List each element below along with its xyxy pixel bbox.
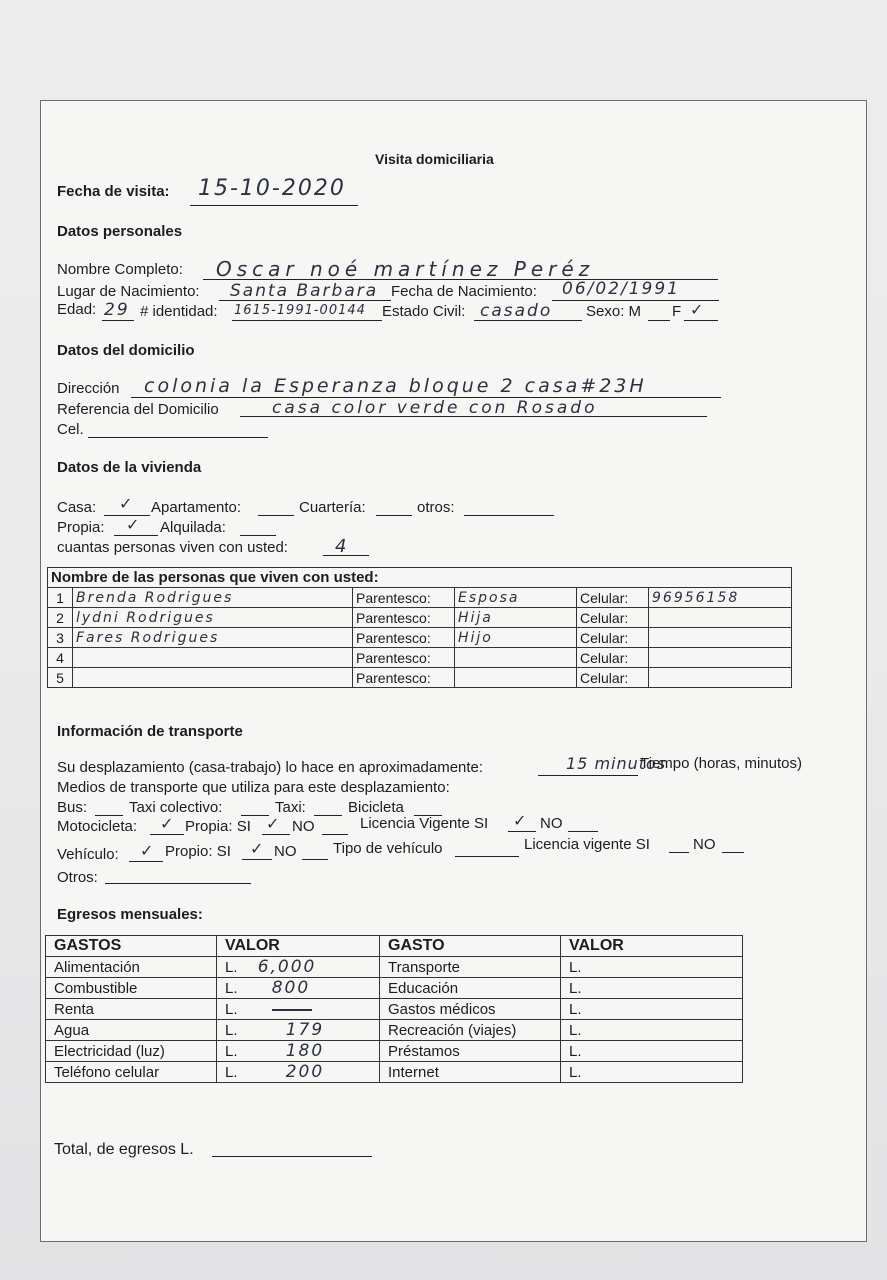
sexo-f-line [684, 320, 718, 321]
estado-label: Estado Civil: [382, 303, 466, 320]
currency: L. [569, 958, 582, 976]
licencia2-no-label: NO [693, 836, 716, 853]
celular-value[interactable] [649, 668, 792, 688]
fecha-nac-label: Fecha de Nacimiento: [391, 283, 537, 300]
egresos-table [45, 935, 743, 1083]
fecha-visita-label: Fecha de visita: [57, 183, 170, 200]
alquilada-label: Alquilada: [160, 519, 226, 536]
apartamento-label: Apartamento: [151, 499, 242, 516]
alquilada-line[interactable] [240, 535, 276, 536]
motocicleta-check-icon[interactable]: ✓ [160, 814, 174, 833]
datos-personales-heading: Datos personales [57, 223, 183, 240]
gasto-value-cell[interactable] [561, 957, 743, 978]
gasto-value-cell[interactable] [217, 1020, 380, 1041]
fecha-visita-line [190, 205, 358, 206]
casa-label: Casa: [57, 499, 97, 516]
lugar-value[interactable]: Santa Barbara [230, 281, 379, 301]
persona-name[interactable] [73, 648, 353, 668]
casa-check-icon[interactable]: ✓ [119, 494, 133, 513]
row-num: 4 [48, 648, 73, 668]
gasto-name: Agua [46, 1020, 217, 1041]
celular-value[interactable] [649, 628, 792, 648]
gasto-value-cell[interactable] [561, 1041, 743, 1062]
desplazamiento-line [538, 775, 638, 776]
parentesco-label: Parentesco: [353, 608, 455, 628]
gasto-name: Renta [46, 999, 217, 1020]
edad-line [102, 320, 134, 321]
total-line[interactable] [212, 1156, 372, 1157]
celular-label: Celular: [577, 628, 649, 648]
egresos-heading: Egresos mensuales: [57, 906, 203, 923]
sexo-f-check-icon[interactable]: ✓ [690, 300, 704, 319]
taxi-colectivo-line[interactable] [241, 815, 269, 816]
table-row [48, 628, 792, 648]
gasto-name: Préstamos [380, 1041, 561, 1062]
otros-transporte-label: Otros: [57, 869, 98, 886]
gasto-value[interactable]: 179 [285, 1020, 325, 1040]
table-row [48, 648, 792, 668]
table-row [48, 608, 792, 628]
cel-label: Cel. [57, 421, 84, 438]
table-row [48, 588, 792, 608]
vehiculo-no-label: NO [274, 843, 297, 860]
transporte-heading: Información de transporte [57, 723, 243, 740]
propia-check-icon[interactable]: ✓ [126, 515, 140, 534]
form-title: Visita domiciliaria [375, 151, 494, 167]
bus-label: Bus: [57, 799, 88, 816]
col-valor: VALOR [217, 936, 380, 957]
nombre-value[interactable]: Oscar noé martínez Peréz [216, 257, 595, 281]
celular-value[interactable]: 96956158 [649, 588, 792, 608]
gasto-value-cell[interactable] [217, 957, 380, 978]
taxi-label: Taxi: [275, 799, 306, 816]
bicicleta-label: Bicicleta [348, 799, 404, 816]
taxi-line[interactable] [314, 815, 342, 816]
licencia2-si-line[interactable] [669, 852, 689, 853]
col-valor-2: VALOR [561, 936, 743, 957]
referencia-value[interactable]: casa color verde con Rosado [272, 398, 598, 418]
currency: L. [569, 979, 582, 997]
celular-label: Celular: [577, 608, 649, 628]
referencia-label: Referencia del Domicilio [57, 401, 219, 418]
gasto-value-cell[interactable] [217, 1041, 380, 1062]
celular-label: Celular: [577, 668, 649, 688]
persona-name[interactable] [73, 668, 353, 688]
licencia-no-line[interactable] [568, 831, 598, 832]
celular-label: Celular: [577, 588, 649, 608]
propia-line [114, 535, 158, 536]
licencia-vigente2-label: Licencia vigente SI [524, 836, 650, 853]
estado-value[interactable]: casado [480, 301, 553, 321]
row-num: 3 [48, 628, 73, 648]
vivienda-heading: Datos de la vivienda [57, 459, 202, 476]
cuantas-line [323, 555, 369, 556]
col-gasto: GASTO [380, 936, 561, 957]
licencia-vigente-label: Licencia Vigente SI [360, 815, 489, 832]
lugar-label: Lugar de Nacimiento: [57, 283, 200, 300]
cuantas-value[interactable]: 4 [335, 536, 349, 557]
gasto-value[interactable]: 200 [285, 1062, 325, 1082]
nombre-label: Nombre Completo: [57, 261, 183, 278]
medios-label: Medios de transporte que utiliza para este desplazamiento: [57, 779, 450, 796]
gasto-name: Transporte [380, 957, 561, 978]
sexo-f-label: F [672, 303, 682, 320]
table-row [46, 1020, 743, 1041]
gasto-value[interactable]: 180 [285, 1041, 325, 1061]
gasto-name: Alimentación [46, 957, 217, 978]
col-gastos: GASTOS [46, 936, 217, 957]
bus-line[interactable] [95, 815, 123, 816]
row-num: 5 [48, 668, 73, 688]
persona-name[interactable]: Brenda Rodrigues [73, 588, 353, 608]
currency: L. [569, 1021, 582, 1039]
vehiculo-check-icon[interactable]: ✓ [140, 841, 154, 860]
gasto-value[interactable]: 800 [271, 978, 311, 998]
edad-label: Edad: [57, 301, 97, 318]
personas-header: Nombre de las personas que viven con usted: [48, 568, 792, 588]
moto-no-label: NO [292, 818, 315, 835]
table-row [46, 1062, 743, 1083]
propia-label: Propia: [57, 519, 105, 536]
sexo-m-label: Sexo: M [586, 303, 642, 320]
currency: L. [225, 959, 238, 976]
parentesco-value[interactable] [455, 668, 577, 688]
taxi-colectivo-label: Taxi colectivo: [129, 799, 223, 816]
cuarteria-line[interactable] [376, 515, 412, 516]
celular-value[interactable] [649, 648, 792, 668]
propia-si-line [262, 834, 290, 835]
gasto-name: Educación [380, 978, 561, 999]
edad-value[interactable]: 29 [104, 300, 130, 320]
parentesco-label: Parentesco: [353, 648, 455, 668]
propia-si-check-icon[interactable]: ✓ [266, 814, 280, 833]
otros-transporte-line[interactable] [105, 883, 251, 884]
parentesco-value[interactable]: Hija [455, 608, 577, 628]
identidad-value[interactable]: 1615-1991-00144 [234, 303, 366, 318]
gasto-name: Electricidad (luz) [46, 1041, 217, 1062]
table-row [46, 1041, 743, 1062]
tipo-vehiculo-label: Tipo de vehículo [333, 840, 443, 857]
celular-label: Celular: [577, 648, 649, 668]
table-row [46, 978, 743, 999]
domicilio-heading: Datos del domicilio [57, 342, 195, 359]
gasto-value-cell[interactable] [561, 1062, 743, 1083]
personas-table-header [48, 568, 792, 588]
tiempo-label: Tiempo (horas, minutos) [640, 755, 802, 772]
otros-label: otros: [417, 499, 455, 516]
gasto-value-cell[interactable] [561, 1020, 743, 1041]
cel-line[interactable] [88, 437, 268, 438]
currency: L. [225, 980, 238, 997]
motocicleta-line [150, 834, 184, 835]
gasto-value[interactable]: 6,000 [257, 957, 317, 977]
currency: L. [225, 1000, 238, 1018]
tipo-vehiculo-line[interactable] [455, 856, 519, 857]
vehiculo-no-line[interactable] [302, 859, 328, 860]
currency: L. [225, 1064, 238, 1081]
gasto-name: Internet [380, 1062, 561, 1083]
fecha-nac-value[interactable]: 06/02/1991 [562, 279, 680, 299]
gasto-value-cell[interactable] [217, 1062, 380, 1083]
identidad-label: # identidad: [140, 303, 218, 320]
direccion-label: Dirección [57, 380, 120, 397]
row-num: 1 [48, 588, 73, 608]
fecha-visita-value[interactable]: 15-10-2020 [198, 176, 346, 201]
parentesco-value[interactable]: Hijo [455, 628, 577, 648]
total-label: Total, de egresos L. [54, 1141, 194, 1158]
parentesco-label: Parentesco: [353, 668, 455, 688]
propio-si-line [242, 859, 272, 860]
currency: L. [225, 1043, 238, 1060]
celular-value[interactable] [649, 608, 792, 628]
referencia-line [240, 416, 707, 417]
table-row [48, 668, 792, 688]
parentesco-value[interactable] [455, 648, 577, 668]
table-row [46, 999, 743, 1020]
parentesco-label: Parentesco: [353, 628, 455, 648]
table-row [46, 957, 743, 978]
propia-si-label: Propia: SI [185, 818, 251, 835]
vehiculo-label: Vehículo: [57, 846, 119, 863]
licencia-no-label: NO [540, 815, 563, 832]
sexo-m-line [648, 320, 670, 321]
moto-no-line[interactable] [322, 834, 348, 835]
currency: L. [225, 1022, 238, 1039]
estado-line [474, 320, 582, 321]
row-num: 2 [48, 608, 73, 628]
parentesco-label: Parentesco: [353, 588, 455, 608]
gasto-value-cell[interactable] [217, 978, 380, 999]
motocicleta-label: Motocicleta: [57, 818, 138, 835]
propio-si-check-icon[interactable]: ✓ [250, 839, 264, 858]
gasto-value-cell[interactable] [561, 978, 743, 999]
desplazamiento-value[interactable]: 15 minutos [566, 754, 667, 773]
direccion-value[interactable]: colonia la Esperanza bloque 2 casa#23H [144, 375, 647, 397]
identidad-line [232, 320, 382, 321]
currency: L. [569, 1000, 582, 1018]
crossed-out-value [272, 1009, 312, 1011]
cuantas-label: cuantas personas viven con usted: [57, 539, 288, 556]
cuarteria-label: Cuartería: [299, 499, 366, 516]
persona-name[interactable]: lydni Rodrigues [73, 608, 353, 628]
gasto-name: Gastos médicos [380, 999, 561, 1020]
apartamento-line[interactable] [258, 515, 294, 516]
otros-line[interactable] [464, 515, 554, 516]
gasto-value-cell[interactable] [217, 999, 380, 1020]
gasto-name: Teléfono celular [46, 1062, 217, 1083]
currency: L. [569, 1063, 582, 1081]
vehiculo-line [129, 861, 163, 862]
licencia-si-line [508, 831, 536, 832]
licencia2-no-line[interactable] [722, 852, 744, 853]
gasto-name: Combustible [46, 978, 217, 999]
persona-name[interactable]: Fares Rodrigues [73, 628, 353, 648]
propio-si-label: Propio: SI [165, 843, 231, 860]
personas-table [47, 567, 792, 688]
lugar-line [219, 300, 391, 301]
egresos-table-header [46, 936, 743, 957]
parentesco-value[interactable]: Esposa [455, 588, 577, 608]
currency: L. [569, 1042, 582, 1060]
desplazamiento-label: Su desplazamiento (casa-trabajo) lo hace en aproximadamente: [57, 759, 484, 776]
gasto-name: Recreación (viajes) [380, 1020, 561, 1041]
licencia-si-check-icon[interactable]: ✓ [513, 811, 527, 830]
gasto-value-cell[interactable] [561, 999, 743, 1020]
